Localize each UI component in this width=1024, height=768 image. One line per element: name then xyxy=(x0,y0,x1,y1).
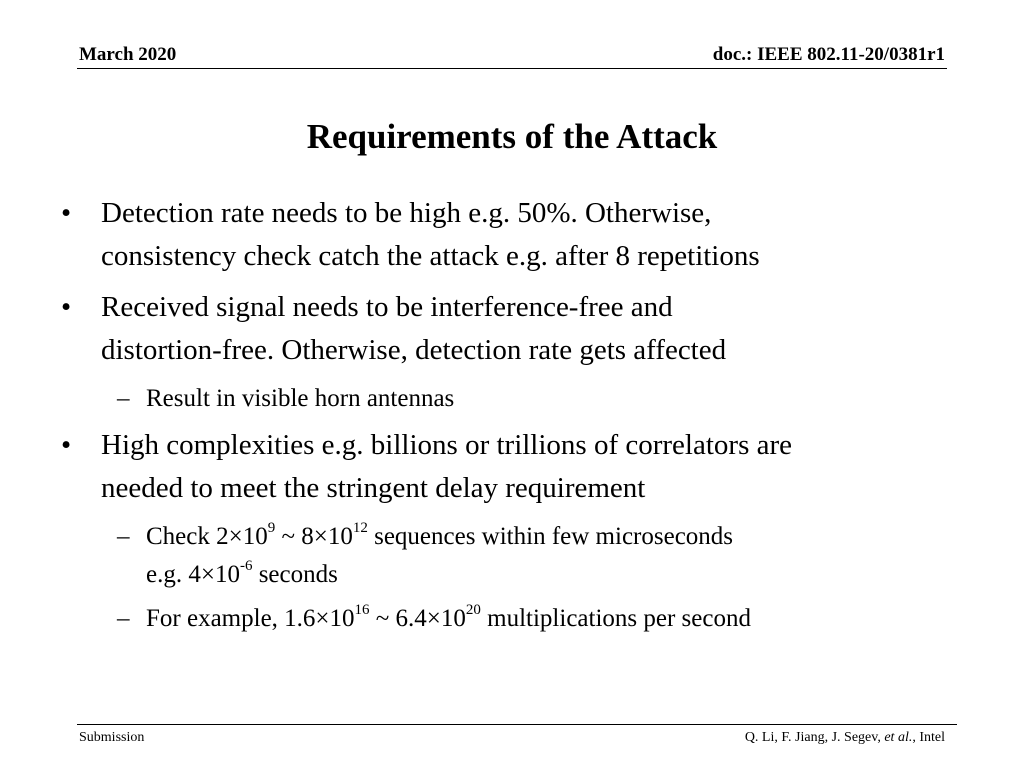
dash-icon: – xyxy=(117,385,130,412)
text-segment: For example, 1.6×10 xyxy=(146,605,355,632)
bullet-dot-icon: • xyxy=(61,291,72,323)
header-divider xyxy=(77,68,947,69)
exponent: 12 xyxy=(352,520,368,536)
text-segment: e.g. 4×10 xyxy=(146,561,240,588)
exponent: -6 xyxy=(239,558,253,574)
bullet-dot-icon: • xyxy=(61,197,72,229)
bullet-text-line: High complexities e.g. billions or trillions of correlators are xyxy=(101,429,793,461)
sub-bullet-text-line xyxy=(146,600,1000,638)
bullet-text-line: distortion-free. Otherwise, detection rate gets affected xyxy=(101,334,727,366)
footer-author-names: Q. Li, F. Jiang, J. Segev, xyxy=(744,730,885,745)
dash-icon: – xyxy=(117,523,130,550)
slide-body xyxy=(60,192,1000,644)
text-segment: seconds xyxy=(252,561,338,588)
sub-bullet-item xyxy=(60,518,1000,594)
sub-bullet-item xyxy=(60,380,1000,418)
slide-title: Requirements of the Attack xyxy=(306,117,718,156)
text-segment: ~ 6.4×10 xyxy=(369,605,466,632)
header-doc-id: doc.: IEEE 802.11-20/0381r1 xyxy=(712,44,945,65)
text-segment: Check 2×10 xyxy=(146,523,268,550)
bullet-text-line: consistency check catch the attack e.g. after 8 repetitions xyxy=(101,240,760,272)
text-segment: ~ 8×10 xyxy=(275,523,353,550)
exponent: 9 xyxy=(267,520,276,536)
bullet-dot-icon: • xyxy=(61,429,72,461)
bullet-item xyxy=(60,424,1000,510)
sub-bullet-text: Result in visible horn antennas xyxy=(146,385,455,412)
bullet-item xyxy=(60,286,1000,372)
text-segment: sequences within few microseconds xyxy=(367,523,734,550)
footer-divider xyxy=(77,724,957,725)
footer-organization: , Intel xyxy=(912,730,945,745)
text-segment: multiplications per second xyxy=(480,605,751,632)
exponent: 16 xyxy=(354,602,370,618)
bullet-text-line: needed to meet the stringent delay requirement xyxy=(101,472,646,504)
footer-authors xyxy=(745,730,945,746)
bullet-text-line: Detection rate needs to be high e.g. 50%. Otherwise, xyxy=(101,197,712,229)
sub-bullet-text-line xyxy=(146,556,1000,594)
bullet-text-line: Received signal needs to be interference-free and xyxy=(101,291,673,323)
header-date: March 2020 xyxy=(79,44,177,65)
dash-icon: – xyxy=(117,605,130,632)
sub-bullet-item xyxy=(60,600,1000,638)
bullet-item xyxy=(60,192,1000,278)
footer-submission: Submission xyxy=(79,730,145,745)
sub-bullet-text-line xyxy=(146,518,1000,556)
exponent: 20 xyxy=(465,602,481,618)
footer-et-al: et al. xyxy=(884,730,913,745)
